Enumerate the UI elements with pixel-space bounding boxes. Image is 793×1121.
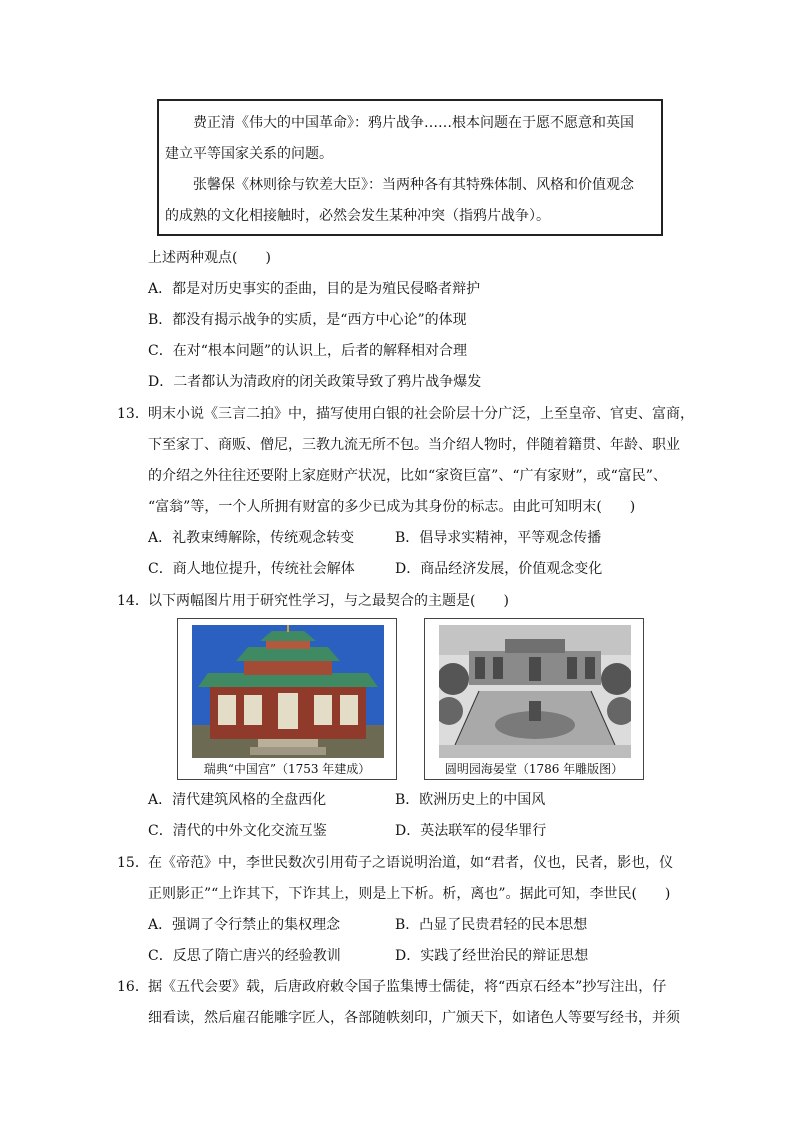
figure1-caption: 瑞典“中国宫”（1753 年建成） [203, 762, 371, 776]
quote-line-1: 费正清《伟大的中国革命》：鸦片战争……根本问题在于愿不愿意和英国 [193, 115, 634, 131]
q15-option-a: A．强调了令行禁止的集权理念 [148, 917, 341, 933]
quote-box [157, 99, 663, 236]
q12-option-d: D．二者都认为清政府的闭关政策导致了鸦片战争爆发 [148, 374, 482, 390]
q13-stem-line-1: 明末小说《三言二拍》中，描写使用白银的社会阶层十分广泛，上至皇帝、官吏、富商， [148, 406, 694, 422]
q12-option-a: A．都是对历史事实的歪曲，目的是为殖民侵略者辩护 [148, 281, 481, 297]
haiyantang-engraving [439, 625, 631, 758]
quote-line-3: 张馨保《林则徐与钦差大臣》：当两种各有其特殊体制、风格和价值观念 [193, 177, 634, 193]
q15-stem-line-1: 在《帝范》中，李世民数次引用荀子之语说明治道，如“君者，仪也，民者，影也，仪 [148, 855, 674, 871]
figure-haiyantang [424, 618, 644, 780]
q16-stem-line-2: 细看读，然后雇召能雕字匠人，各部随帙刻印，广颁天下，如诸色人等要写经书，并须 [148, 1010, 680, 1026]
figure-china-palace [177, 618, 397, 780]
q14-option-b: B．欧洲历史上的中国风 [395, 792, 546, 808]
q15-option-b: B．凸显了民贵君轻的民本思想 [395, 917, 588, 933]
q13-option-d: D．商品经济发展，价值观念变化 [395, 561, 603, 577]
quote-line-4: 的成熟的文化相接触时，必然会发生某种冲突（指鸦片战争）。 [165, 208, 550, 224]
quote-line-2: 建立平等国家关系的问题。 [165, 146, 333, 162]
q15-number: 15． [117, 855, 149, 871]
q14-option-d: D．英法联军的侵华罪行 [395, 823, 547, 839]
china-palace-photo [192, 625, 384, 758]
q13-stem-line-4: “富翁”等，一个人所拥有财富的多少已成为其身份的标志。由此可知明末( ) [148, 499, 636, 515]
q13-option-a: A．礼教束缚解除，传统观念转变 [148, 530, 355, 546]
q16-stem-line-1: 据《五代会要》载，后唐政府敕令国子监集博士儒徒，将“西京石经本”抄写注出，仔 [148, 979, 667, 995]
q13-option-b: B．倡导求实精神，平等观念传播 [395, 530, 602, 546]
q13-stem-line-2: 下至家丁、商贩、僧尼，三教九流无所不包。当介绍人物时，伴随着籍贯、年龄、职业 [148, 437, 680, 453]
q16-number: 16． [117, 979, 149, 995]
q13-option-c: C．商人地位提升，传统社会解体 [148, 561, 355, 577]
q13-stem-line-3: 的介绍之外往往还要附上家庭财产状况，比如“家资巨富”、“广有家财”，或“富民”、 [148, 468, 667, 484]
q14-option-c: C．清代的中外文化交流互鉴 [148, 823, 327, 839]
q14-number: 14． [117, 593, 149, 609]
q15-option-d: D．实践了经世治民的辩证思想 [395, 948, 589, 964]
q15-option-c: C．反思了隋亡唐兴的经验教训 [148, 948, 341, 964]
q12-option-c: C．在对“根本问题”的认识上，后者的解释相对合理 [148, 343, 468, 359]
q13-number: 13． [117, 406, 149, 422]
q14-option-a: A．清代建筑风格的全盘西化 [148, 792, 327, 808]
q12-stem: 上述两种观点( ) [148, 250, 271, 266]
figure2-caption: 圆明园海晏堂（1786 年雕版图） [444, 762, 624, 776]
q12-option-b: B．都没有揭示战争的实质，是“西方中心论”的体现 [148, 312, 467, 328]
q14-stem: 以下两幅图片用于研究性学习，与之最契合的主题是( ) [148, 593, 509, 609]
q15-stem-line-2: 正则影正”“上诈其下，下诈其上，则是上下析。析，离也”。据此可知，李世民( ) [148, 886, 671, 902]
